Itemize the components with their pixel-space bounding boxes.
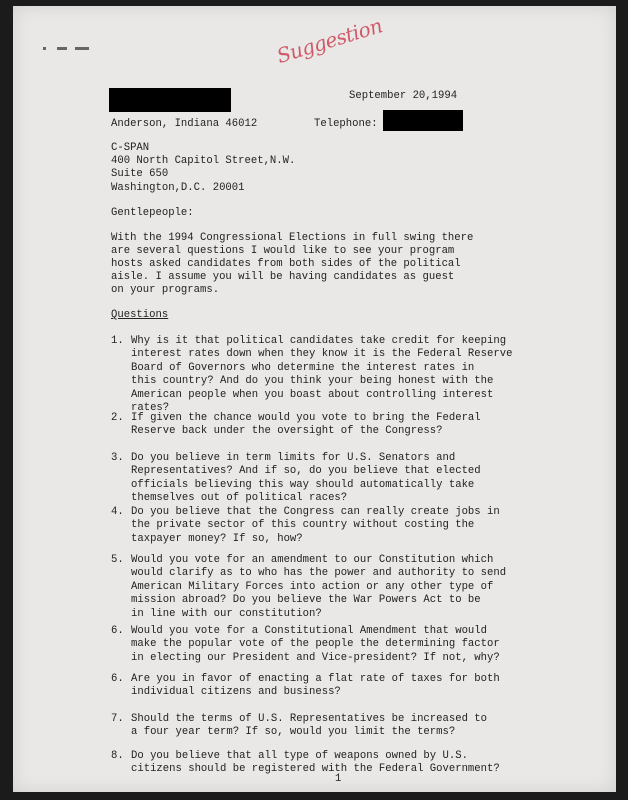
recipient-line: Suite 650 <box>111 168 169 180</box>
question-line: Would you vote for a Constitutional Amendment that would <box>131 625 488 637</box>
question-line: citizens should be registered with the Federal Government? <box>131 763 500 776</box>
question-number: 1. <box>111 335 124 347</box>
question-number: 4. <box>111 506 124 518</box>
question-line: Board of Governors who determine the interest rates in <box>131 361 475 374</box>
page-number: 1 <box>335 773 342 785</box>
question-line: in line with our constitution? <box>131 607 322 620</box>
question-line: Representatives? And if so, do you believe that elected <box>131 465 481 478</box>
question-line: Do you believe in term limits for U.S. Senators and <box>131 452 456 464</box>
handwritten-note: Suggestion <box>273 13 385 68</box>
scan-mark <box>43 47 97 51</box>
question-number: 5. <box>111 554 124 566</box>
intro-line: hosts asked candidates from both sides of the political <box>111 258 461 270</box>
question-number: 6. <box>111 673 124 685</box>
question-line: a four year term? If so, would you limit the terms? <box>131 726 456 739</box>
question-line: the private sector of this country without costing the <box>131 519 475 532</box>
question-line: would clarify as to who has the power and authority to send <box>131 567 507 580</box>
redacted-sender-name <box>109 88 231 112</box>
intro-line: on your programs. <box>111 284 220 296</box>
sender-city: Anderson, Indiana 46012 <box>111 118 258 130</box>
intro-line: are several questions I would like to see your program <box>111 245 455 257</box>
question-line: mission abroad? Do you believe the War Powers Act to be <box>131 594 481 607</box>
question-line: this country? And do you think your being honest with the <box>131 375 494 388</box>
telephone-label: Telephone: <box>314 118 378 130</box>
question-line: individual citizens and business? <box>131 686 341 699</box>
question-line: American people when you boast about controlling interest <box>131 388 494 401</box>
question-line: Should the terms of U.S. Representatives be increased to <box>131 713 488 725</box>
question-line: Reserve back under the oversight of the Congress? <box>131 425 443 438</box>
question-line: Would you vote for an amendment to our Constitution which <box>131 554 494 566</box>
intro-line: aisle. I assume you will be having candidates as guest <box>111 271 455 283</box>
salutation: Gentlepeople: <box>111 207 194 219</box>
question-line: officials believing this way should automatically take <box>131 478 475 491</box>
question-number: 2. <box>111 412 124 424</box>
questions-heading: Questions <box>111 309 169 321</box>
question-line: American Military Forces into action or any other type of <box>131 580 494 593</box>
question-line: themselves out of political races? <box>131 492 348 505</box>
question-line: in electing our President and Vice-president? If not, why? <box>131 651 500 664</box>
question-number: 6. <box>111 625 124 637</box>
redacted-telephone <box>383 110 463 131</box>
recipient-line: C-SPAN <box>111 142 150 154</box>
question-line: Are you in favor of enacting a flat rate of taxes for both <box>131 673 500 685</box>
question-number: 8. <box>111 750 124 762</box>
question-line: Why is it that political candidates take credit for keeping <box>131 335 507 347</box>
question-line: rates? <box>131 402 170 414</box>
intro-line: With the 1994 Congressional Elections in full swing there <box>111 232 474 244</box>
question-line: Do you believe that the Congress can really create jobs in <box>131 506 500 518</box>
question-number: 3. <box>111 452 124 464</box>
question-line: make the popular vote of the people the determining factor <box>131 638 500 651</box>
letter-date: September 20,1994 <box>349 90 458 102</box>
recipient-line: 400 North Capitol Street,N.W. <box>111 155 296 167</box>
question-number: 7. <box>111 713 124 725</box>
question-line: taxpayer money? If so, how? <box>131 532 303 545</box>
question-line: interest rates down when they know it is the Federal Reserve <box>131 348 513 361</box>
letter-page <box>13 6 616 792</box>
question-line: Do you believe that all type of weapons owned by U.S. <box>131 750 468 762</box>
recipient-line: Washington,D.C. 20001 <box>111 182 245 194</box>
question-line: If given the chance would you vote to bring the Federal <box>131 412 481 424</box>
